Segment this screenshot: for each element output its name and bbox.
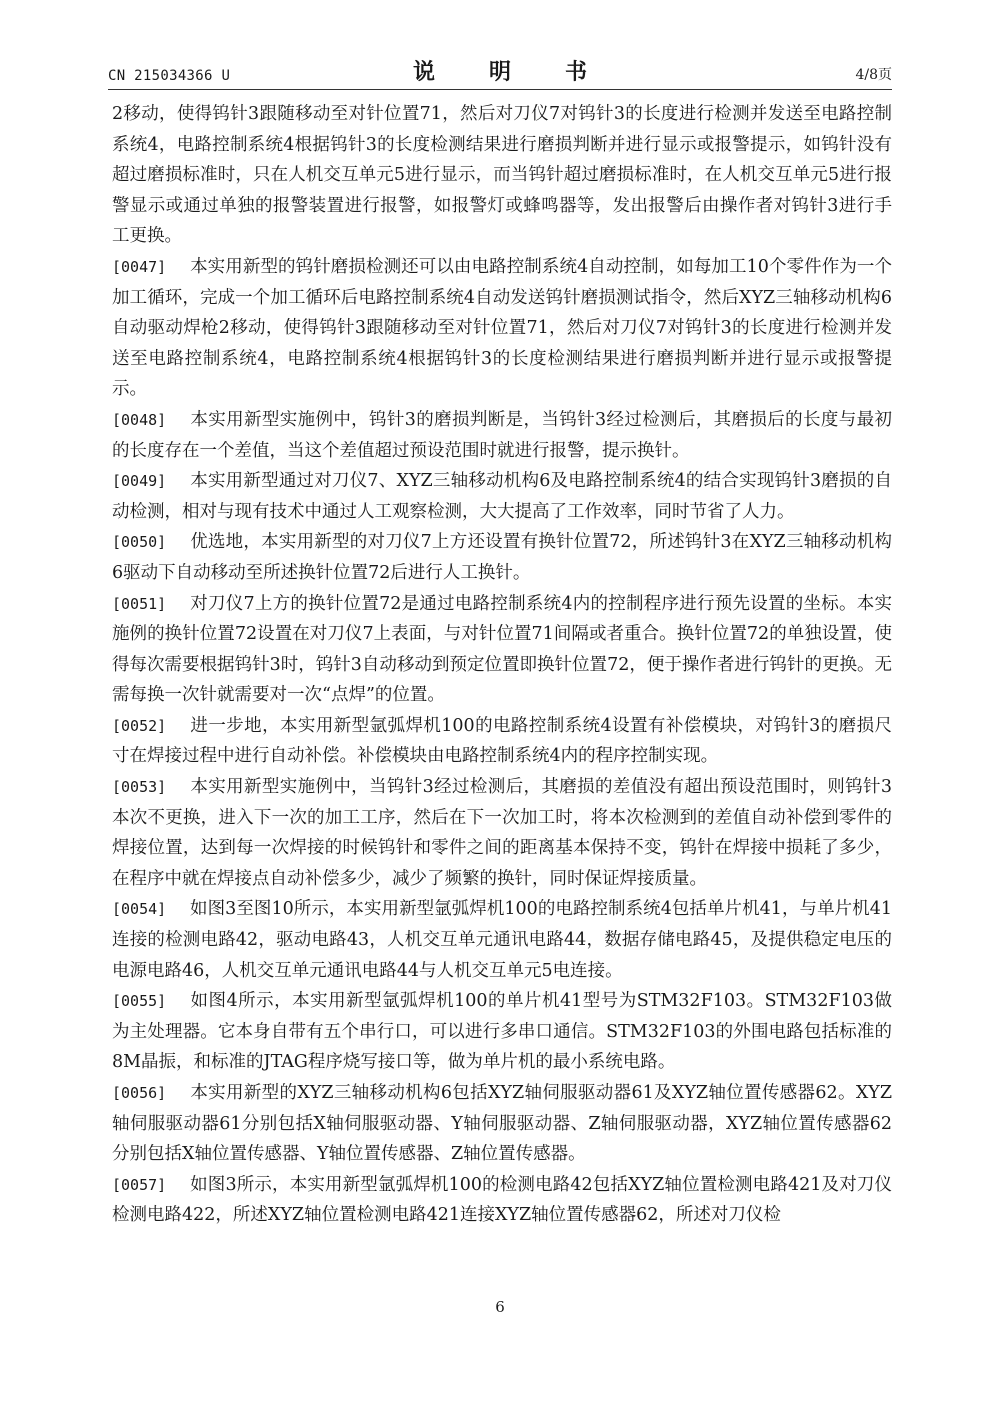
paragraph-number: [0052] (112, 716, 167, 735)
paragraph (112, 99, 892, 252)
paragraph (112, 772, 892, 894)
paragraph-text: 进一步地，本实用新型氩弧焊机100的电路控制系统4设置有补偿模块，对钨针3的磨损尺寸在焊接过程中进行自动补偿。补偿模块由电路控制系统4内的程序控制实现。 (112, 715, 892, 767)
paragraph-text: 如图4所示，本实用新型氩弧焊机100的单片机41型号为STM32F103。STM32F103做为主处理器。它本身自带有五个串行口，可以进行多串口通信。STM32F103的外围电路包括标准的8M晶振，和标准的JTAG程序烧写接口等，做为单片机的最小系统电路。 (112, 991, 892, 1073)
paragraph-number: [0050] (112, 533, 167, 552)
paragraph (112, 527, 892, 588)
paragraph (112, 1078, 892, 1170)
page-info: 4/8页 (855, 67, 892, 83)
header-rule (108, 89, 892, 90)
paragraph-text: 本实用新型的钨针磨损检测还可以由电路控制系统4自动控制，如每加工10个零件作为一个加工循环，完成一个加工循环后电路控制系统4自动发送钨针磨损测试指令，然后XYZ三轴移动机构6自动驱动焊枪2移动，使得钨针3跟随移动至对针位置71，然后对刀仪7对钨针3的长度进行检测并发送至电路控制系统4，电路控制系统4根据钨针3的长度检测结果进行磨损判断并进行显示或报警提示。 (112, 256, 892, 400)
paragraph-text: 本实用新型实施例中，钨针3的磨损判断是，当钨针3经过检测后，其磨损后的长度与最初的长度存在一个差值，当这个差值超过预设范围时就进行报警，提示换针。 (112, 409, 892, 461)
paragraph-number: [0053] (112, 778, 167, 797)
paragraph (112, 1170, 892, 1231)
paragraph-number: [0051] (112, 594, 167, 613)
paragraph-number: [0057] (112, 1175, 167, 1194)
paragraph-text: 对刀仪7上方的换针位置72是通过电路控制系统4内的控制程序进行预先设置的坐标。本实施例的换针位置72设置在对刀仪7上表面，与对针位置71间隔或者重合。换针位置72的单独设置，使得每次需要根据钨针3时，钨针3自动移动到预定位置即换针位置72，便于操作者进行钨针的更换。无需每换一次针就需要对一次“点焊”的位置。 (112, 593, 892, 706)
doc-title: 说 明 书 (412, 60, 603, 85)
paragraph-number: [0048] (112, 410, 167, 429)
paragraph-number: [0047] (112, 257, 167, 276)
paragraph (112, 711, 892, 772)
paragraph-text: 本实用新型通过对刀仪7、XYZ三轴移动机构6及电路控制系统4的结合实现钨针3磨损的自动检测，相对与现有技术中通过人工观察检测，大大提高了工作效率，同时节省了人力。 (112, 471, 892, 522)
paragraph (112, 894, 892, 986)
paragraph-number: [0055] (112, 992, 167, 1011)
paragraph (112, 405, 892, 466)
page-footer (0, 1298, 1000, 1316)
paragraph-number: [0056] (112, 1084, 167, 1102)
page-header (108, 56, 892, 90)
paragraph-text: 本实用新型实施例中，当钨针3经过检测后，其磨损的差值没有超出预设范围时，则钨针3本次不更换，进入下一次的加工工序，然后在下一次加工时，将本次检测到的差值自动补偿到零件的焊接位置，达到每一次焊接的时候钨针和零件之间的距离基本保持不变，钨针在焊接中损耗了多少，在程序中就在焊接点自动补偿多少，减少了频繁的换针，同时保证焊接质量。 (112, 777, 892, 889)
paragraph (112, 589, 892, 711)
paragraph-text: 本实用新型的XYZ三轴移动机构6包括XYZ轴伺服驱动器61及XYZ轴位置传感器62。XYZ轴伺服驱动器61分别包括X轴伺服驱动器、Y轴伺服驱动器、Z轴伺服驱动器，XYZ轴位置传感器62分别包括X轴位置传感器、Y轴位置传感器、Z轴位置传感器。 (112, 1083, 892, 1165)
doc-number: CN 215034366 U (108, 68, 231, 84)
paragraph-number: [0054] (112, 900, 167, 919)
paragraph-number: [0049] (112, 472, 167, 491)
body-text (112, 99, 892, 1231)
paragraph (112, 986, 892, 1078)
page-number: 6 (495, 1298, 505, 1316)
paragraph-text: 如图3至图10所示，本实用新型氩弧焊机100的电路控制系统4包括单片机41，与单片机41连接的检测电路42，驱动电路43，人机交互单元通讯电路44，数据存储电路45，及提供稳定电压的电源电路46，人机交互单元通讯电路44与人机交互单元5电连接。 (112, 899, 892, 981)
paragraph (112, 466, 892, 527)
paragraph-text: 如图3所示，本实用新型氩弧焊机100的检测电路42包括XYZ轴位置检测电路421及对刀仪检测电路422，所述XYZ轴位置检测电路421连接XYZ轴位置传感器62，所述对刀仪检 (112, 1174, 892, 1226)
paragraph-text: 优选地，本实用新型的对刀仪7上方还设置有换针位置72，所述钨针3在XYZ三轴移动机构6驱动下自动移动至所述换针位置72后进行人工换针。 (112, 532, 892, 583)
paragraph (112, 252, 892, 405)
paragraph-text: 2移动，使得钨针3跟随移动至对针位置71，然后对刀仪7对钨针3的长度进行检测并发送至电路控制系统4，电路控制系统4根据钨针3的长度检测结果进行磨损判断并进行显示或报警提示，如钨针没有超过磨损标准时，只在人机交互单元5进行显示，而当钨针超过磨损标准时，在人机交互单元5进行报警显示或通过单独的报警装置进行报警，如报警灯或蜂鸣器等，发出报警后由操作者对钨针3进行手工更换。 (112, 104, 892, 247)
